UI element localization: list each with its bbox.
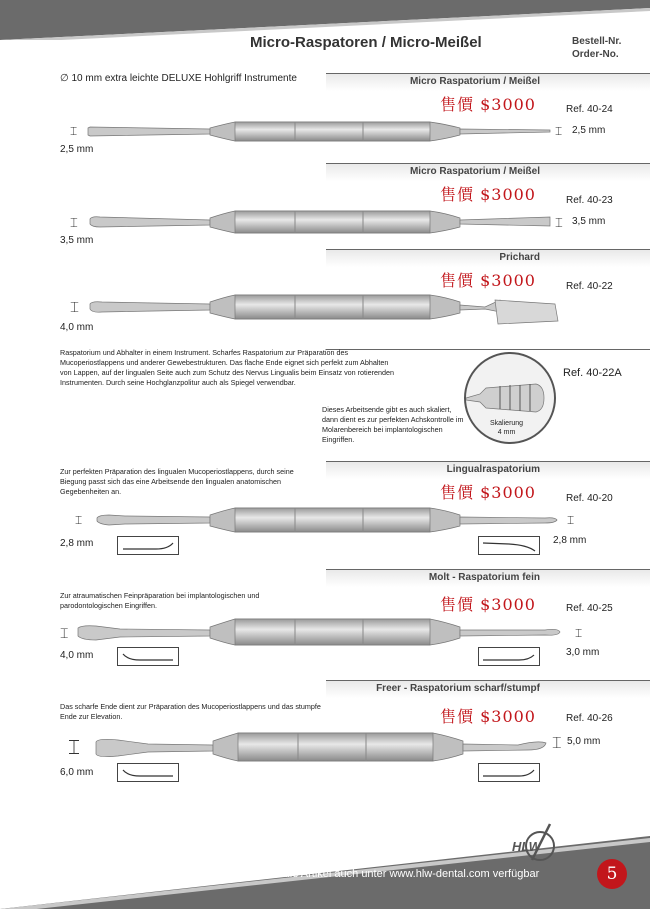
description-40-20: Zur perfekten Präparation des lingualen Mucoperiostlappens, durch seine Biegung passt sich das eine Arbeitsende den lingualen anatomischen Gegebenheiten an. [60,467,294,496]
tip-profile-left-40-25 [117,647,179,666]
price-40-26: 售價 $3000 [440,707,536,726]
page-number: 5 [597,859,627,889]
svg-text:⌶: ⌶ [70,124,78,138]
svg-text:⌶: ⌶ [575,626,583,640]
order-number-label [572,35,621,61]
svg-text:⌶: ⌶ [567,513,575,527]
left-size-40-25: 4,0 mm [60,650,94,661]
product-name: Prichard [499,252,540,263]
footer-text: Alle Artikel auch unter www.hlw-dental.com verfügbar [280,868,540,880]
description-40-26: Das scharfe Ende dient zur Präparation des Mucoperiostlappens und das stumpfe Ende zur Elevation. [60,702,321,721]
instrument-40-26 [68,726,568,766]
product-name: Micro Raspatorium / Meißel [409,76,540,87]
description-40-25: Zur atraumatischen Feinpräparation bei implantologischen und parodontologischen Eingriffen. [60,591,260,610]
scale-label [490,419,523,437]
logo-text: HLW [512,839,541,854]
product-name: Freer - Raspatorium scharf/stumpf [376,683,540,694]
price-40-22: 售價 $3000 [440,271,536,290]
section-header-40-26 [326,680,650,698]
right-size-40-25: 3,0 mm [566,647,600,658]
tip-profile-left-40-26 [117,763,179,782]
ref-40-20: Ref. 40-20 [566,493,613,504]
product-name: Molt - Raspatorium fein [428,572,540,583]
note-40-22a: Dieses Arbeitsende gibt es auch skaliert, dann dient es zur perfekten Achskontrolle im Molarenbereich bei implantologischen Eingriffen. [322,405,464,444]
hlw-logo-icon [500,820,580,862]
section-header-40-24 [326,73,650,91]
svg-text:⌶: ⌶ [555,216,563,231]
ref-40-22: Ref. 40-22 [566,281,613,292]
price-40-23: 售價 $3000 [440,185,536,204]
price-40-20: 售價 $3000 [440,483,536,502]
section-header-40-23 [326,163,650,181]
left-size-40-26: 6,0 mm [60,767,94,778]
ref-40-22a: Ref. 40-22A [563,367,622,379]
product-name: Lingualraspatorium [446,464,540,475]
description-40-22a: Raspatorium und Abhalter in einem Instrument. Scharfes Raspatorium zur Präparation des Mucoperiostlappens und anderer Gewebestrukturen. Das flache Ende eignet sich perfekt zum Abhalten von Lappen, auf der lingualen Seite auch zum Schutz des Nervus Lingualis beim Einsatz von rotierenden Instrumenten. Durch seine Hochglanzpolitur auch als Spiegel verwendbar. [60,348,395,387]
svg-text:⌶: ⌶ [70,298,80,316]
section-header-40-20 [326,461,650,479]
right-size-40-20: 2,8 mm [553,535,587,546]
price-40-25: 售價 $3000 [440,595,536,614]
svg-text:⌶: ⌶ [552,733,562,752]
left-size-40-23: 3,5 mm [60,235,94,246]
scale-title: Skalierung [490,420,524,427]
instrument-40-23 [70,202,570,242]
tip-profile-right-40-26 [478,763,540,782]
order-label-de: Bestell-Nr. [572,36,622,47]
svg-text:⌶: ⌶ [75,513,83,527]
left-size-40-24: 2,5 mm [60,144,94,155]
product-name: Micro Raspatorium / Meißel [409,166,540,177]
svg-text:⌶: ⌶ [70,216,78,231]
price-40-24: 售價 $3000 [440,95,536,114]
svg-text:⌶: ⌶ [60,626,69,642]
right-size-40-23: 3,5 mm [572,216,606,227]
instrument-40-20 [75,502,585,536]
svg-text:⌶: ⌶ [555,124,563,138]
right-size-40-26: 5,0 mm [567,736,601,747]
section-header-40-22 [326,249,650,267]
instrument-40-25 [60,614,590,650]
section-header-40-25 [326,569,650,587]
intro-text: ∅ 10 mm extra leichte DELUXE Hohlgriff Instrumente [60,73,297,84]
left-size-40-20: 2,8 mm [60,538,94,549]
ref-40-26: Ref. 40-26 [566,713,613,724]
instrument-40-24 [70,112,570,152]
page-title: Micro-Raspatoren / Micro-Meißel [250,34,482,51]
tip-profile-left-40-20 [117,536,179,555]
left-size-40-22: 4,0 mm [60,322,94,333]
order-label-en: Order-No. [572,49,619,60]
ref-40-25: Ref. 40-25 [566,603,613,614]
scale-value: 4 mm [497,429,516,436]
tip-profile-right-40-25 [478,647,540,666]
ref-40-24: Ref. 40-24 [566,104,613,115]
svg-text:⌶: ⌶ [68,735,80,759]
tip-profile-right-40-20 [478,536,540,555]
ref-40-23: Ref. 40-23 [566,195,613,206]
instrument-40-22 [70,288,570,328]
right-size-40-24: 2,5 mm [572,125,606,136]
